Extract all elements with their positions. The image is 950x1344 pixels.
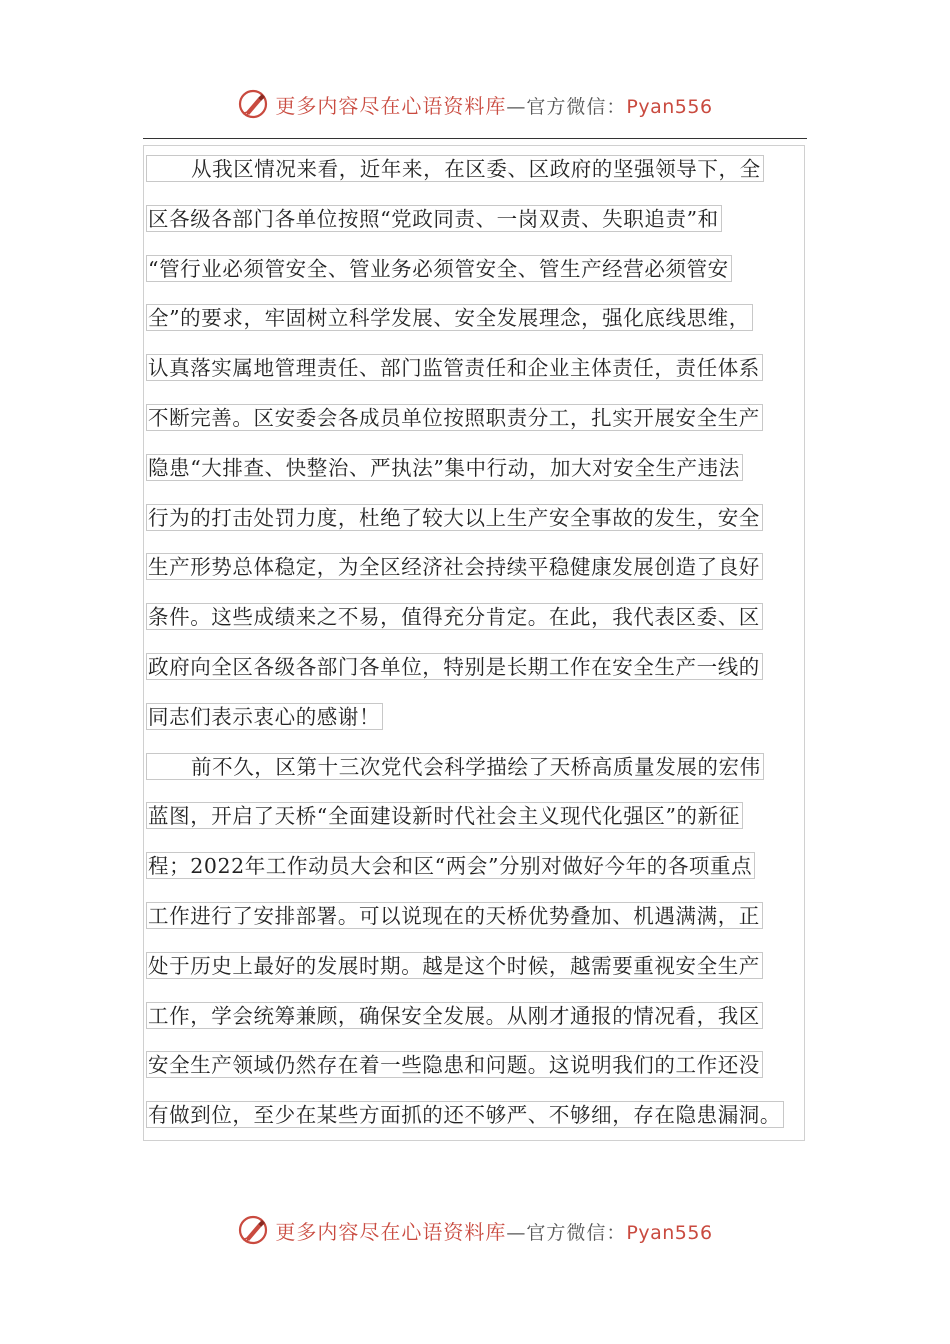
text-line-content: 全”的要求，牢固树立科学发展、安全发展理念，强化底线思维， (146, 304, 753, 331)
text-line-content: 前不久，区第十三次党代会科学描绘了天桥高质量发展的宏伟 (146, 753, 764, 780)
text-line (146, 753, 826, 803)
text-line-content: 处于历史上最好的发展时期。越是这个时候，越需要重视安全生产 (146, 952, 763, 979)
text-line (146, 703, 826, 753)
text-line (146, 653, 826, 703)
text-line (146, 952, 826, 1002)
header-banner (0, 84, 950, 124)
text-line (146, 155, 826, 205)
text-line (146, 1051, 826, 1101)
text-line (146, 354, 826, 404)
banner-dash: — (506, 95, 527, 118)
document-body (146, 155, 826, 1151)
text-line-content: 工作，学会统筹兼顾，确保安全发展。从刚才通报的情况看，我区 (146, 1002, 763, 1029)
text-line-content: 蓝图，开启了天桥“全面建设新时代社会主义现代化强区”的新征 (146, 802, 743, 829)
banner-wechat-label: 官方微信： (526, 1221, 627, 1244)
text-line (146, 504, 826, 554)
text-line-content: 同志们表示衷心的感谢！ (146, 703, 383, 730)
text-line (146, 852, 826, 902)
text-line-content: 条件。这些成绩来之不易，值得充分肯定。在此，我代表区委、区 (146, 603, 763, 630)
text-line-content: 程；2022年工作动员大会和区“两会”分别对做好今年的各项重点 (146, 852, 755, 879)
text-line (146, 1002, 826, 1052)
text-line-content: 工作进行了安排部署。可以说现在的天桥优势叠加、机遇满满，正 (146, 902, 763, 929)
banner-wechat-id: Pyan556 (626, 95, 713, 118)
text-line-content: 生产形势总体稳定，为全区经济社会持续平稳健康发展创造了良好 (146, 553, 763, 580)
text-line (146, 304, 826, 354)
text-line-content: 有做到位，至少在某些方面抓的还不够严、不够细，存在隐患漏洞。 (146, 1101, 784, 1128)
banner-dash: — (506, 1221, 527, 1244)
text-line (146, 205, 826, 255)
text-line (146, 404, 826, 454)
text-line-content: “管行业必须管安全、管业务必须管安全、管生产经营必须管安 (146, 255, 732, 282)
text-line (146, 603, 826, 653)
text-line-content: 行为的打击处罚力度，杜绝了较大以上生产安全事故的发生，安全 (146, 504, 763, 531)
header-divider (143, 138, 807, 139)
text-line (146, 802, 826, 852)
pen-logo-icon (237, 1214, 269, 1246)
text-line-content: 区各级各部门各单位按照“党政同责、一岗双责、失职追责”和 (146, 205, 722, 232)
text-line-content: 认真落实属地管理责任、部门监管责任和企业主体责任，责任体系 (146, 354, 763, 381)
banner-wechat-id: Pyan556 (626, 1221, 713, 1244)
banner-wechat-label: 官方微信： (526, 95, 627, 118)
text-line-content: 不断完善。区安委会各成员单位按照职责分工，扎实开展安全生产 (146, 404, 763, 431)
footer-banner-text (275, 1216, 712, 1245)
text-line-content: 安全生产领域仍然存在着一些隐患和问题。这说明我们的工作还没 (146, 1051, 763, 1078)
text-line (146, 1101, 826, 1151)
footer-banner (0, 1210, 950, 1250)
text-line (146, 902, 826, 952)
text-line (146, 553, 826, 603)
text-line (146, 454, 826, 504)
text-line-content: 政府向全区各级各部门各单位，特别是长期工作在安全生产一线的 (146, 653, 763, 680)
header-banner-text (275, 90, 712, 119)
text-line-content: 隐患“大排查、快整治、严执法”集中行动，加大对安全生产违法 (146, 454, 743, 481)
text-line-content: 从我区情况来看，近年来，在区委、区政府的坚强领导下，全 (146, 155, 764, 182)
text-line (146, 255, 826, 305)
banner-slogan: 更多内容尽在心语资料库 (275, 1219, 507, 1244)
banner-slogan: 更多内容尽在心语资料库 (275, 93, 507, 118)
pen-logo-icon (237, 88, 269, 120)
